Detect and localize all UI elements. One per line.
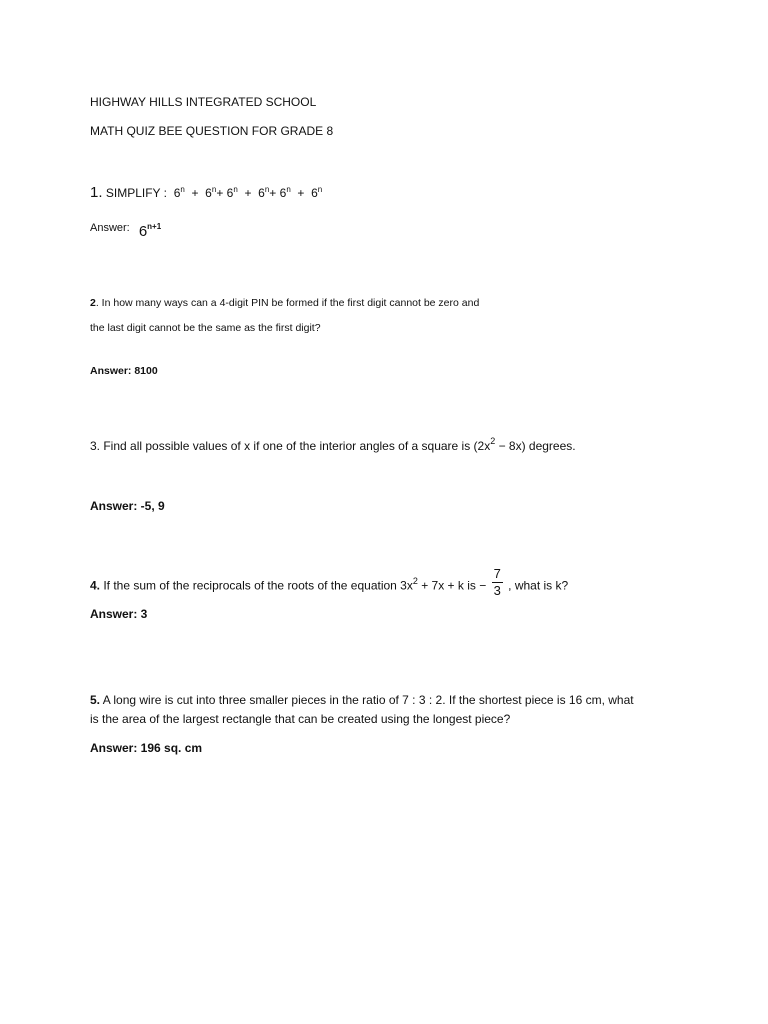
answer-4: Answer: 3 (90, 607, 148, 621)
fraction: $\frac{7}{3}$ (493, 566, 501, 598)
quiz-title: MATH QUIZ BEE QUESTION FOR GRADE 8 (90, 124, 334, 138)
question-5-line-2: is the area of the largest rectangle that can be created using the longest piece? (90, 712, 511, 726)
answer-2: Answer: 8100 (90, 365, 158, 377)
answer-1 (90, 218, 162, 240)
question-2-line-2: the last digit cannot be the same as the first digit? (90, 322, 321, 334)
answer-5: Answer: 196 sq. cm (90, 741, 203, 755)
question-1-label: SIMPLIFY : (105, 186, 167, 200)
question-1 (90, 185, 322, 200)
school-name: HIGHWAY HILLS INTEGRATED SCHOOL (90, 95, 317, 109)
question-3: 3. Find all possible values of x if one of the interior angles of a square is $(2x^2 - 8x)$ degrees. (90, 436, 576, 453)
question-5-line-1: 5. A long wire is cut into three smaller pieces in the ratio of 7 : 3 : 2. If the shortest piece is 16 cm, what (90, 693, 634, 707)
question-2-line-1: 2. In how many ways can a 4-digit PIN be formed if the first digit cannot be zero and (90, 297, 480, 309)
question-1-expression: $6^n + 6^n+ 6^n + 6^n+ 6^n + 6^n$ (173, 185, 323, 200)
question-1-number: 1. (90, 184, 103, 201)
answer-1-label: Answer: (90, 222, 130, 234)
question-4: 4. If the sum of the reciprocals of the roots of the equation $3x^2 + 7x + k$ is − $\frac{7}{3}$ , what is k? (90, 566, 569, 598)
answer-1-value: $6^{n+1}$ (138, 222, 162, 240)
answer-3: Answer: -5, 9 (90, 499, 165, 513)
